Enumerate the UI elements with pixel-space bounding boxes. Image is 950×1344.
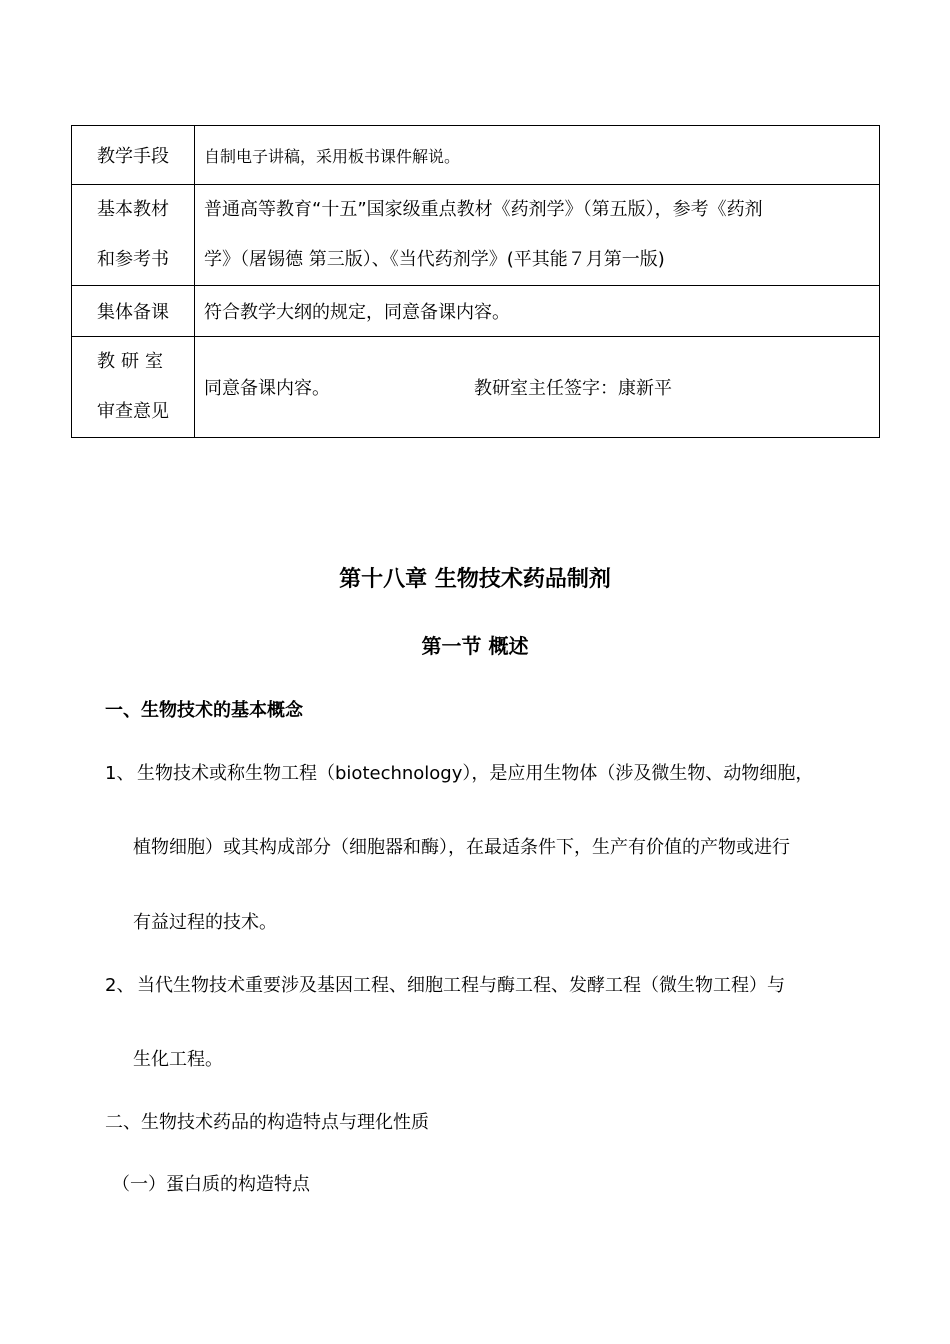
table-row [72, 185, 880, 286]
teaching-method-text: 自制电子讲稿，采用板书课件解说。 [204, 146, 461, 166]
table-row [72, 286, 880, 337]
row-label [72, 126, 195, 185]
row-label [72, 185, 195, 286]
item-number: 1、 [105, 763, 135, 784]
row-value [195, 126, 880, 185]
paragraph-line: 植物细胞）或其构成部分（细胞器和酶），在最适条件下，生产有价值的产物或进行 [133, 837, 790, 858]
item-number: 2、 [105, 975, 135, 996]
row-label-text: 教研室 [97, 351, 169, 372]
paragraph-line: 当代生物技术重要涉及基因工程、细胞工程与酶工程、发酵工程（微生物工程）与 [137, 975, 785, 996]
row-value [195, 337, 880, 438]
row-label-text: 集体备课 [97, 302, 169, 323]
row-label [72, 337, 195, 438]
section-title: 第一节 概述 [421, 634, 529, 658]
signature-text: 教研室主任签字：康新平 [474, 378, 672, 399]
paragraph-line: 生物技术或称生物工程（biotechnology），是应用生物体（涉及微生物、动物细胞， [137, 763, 814, 784]
row-value [195, 286, 880, 337]
subheading-protein-structure: （一）蛋白质的构造特点 [112, 1174, 310, 1195]
textbook-line: 学》（屠锡德 第三版）、《当代药剂学》(平其能７月第一版) [204, 249, 665, 270]
chapter-title: 第十八章 生物技术药品制剂 [339, 567, 611, 592]
table-row [72, 337, 880, 438]
textbook-line: 普通高等教育“十五”国家级重点教材《药剂学》（第五版），参考《药剂 [204, 199, 763, 220]
heading-biotech-drug-structure: 二、生物技术药品的构造特点与理化性质 [105, 1112, 429, 1133]
row-value [195, 185, 880, 286]
paragraph-line: 有益过程的技术。 [133, 912, 277, 933]
group-prep-text: 符合教学大纲的规定，同意备课内容。 [204, 302, 510, 323]
table-row [72, 126, 880, 185]
paragraph-line: 生化工程。 [133, 1049, 223, 1070]
row-label-text: 基本教材 [97, 199, 169, 220]
row-label [72, 286, 195, 337]
row-label-text: 教学手段 [97, 146, 169, 167]
row-label-text: 和参考书 [97, 249, 169, 270]
row-label-text: 审查意见 [97, 401, 169, 422]
lesson-info-table [71, 125, 880, 438]
review-opinion-text: 同意备课内容。 [204, 378, 330, 399]
heading-biotech-concept: 一、生物技术的基本概念 [105, 700, 303, 721]
